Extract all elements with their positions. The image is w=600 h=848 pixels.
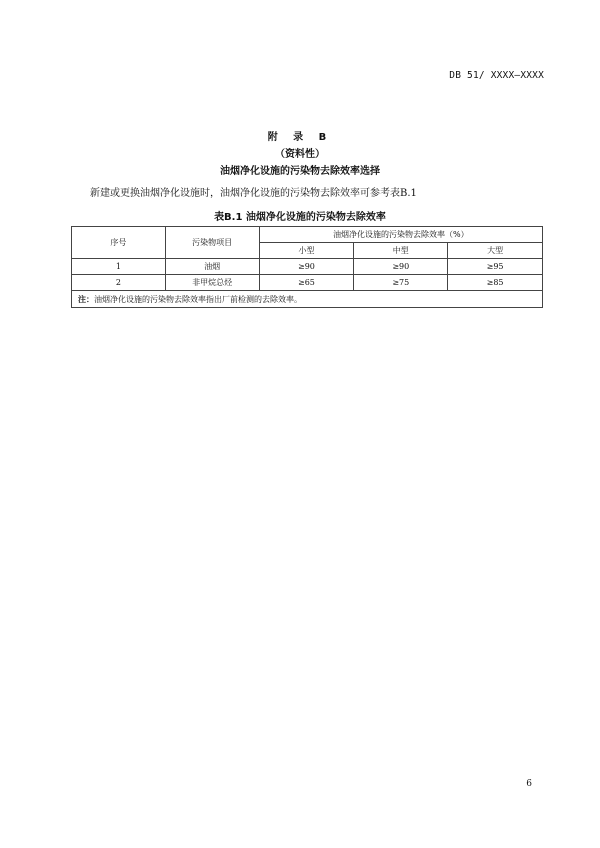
table-note [72,291,543,308]
header-small: 小型 [259,243,354,259]
appendix-heading: 油烟净化设施的污染物去除效率选择 [220,166,380,177]
intro-paragraph: 新建或更换油烟净化设施时，油烟净化设施的污染物去除效率可参考表B.1 [90,188,417,199]
table-caption: 表B.1 油烟净化设施的污染物去除效率 [214,212,386,223]
page-number: 6 [526,779,532,789]
cell-large: ≥95 [448,259,543,275]
note-text: 油烟净化设施的污染物去除效率指出厂前检测的去除效率。 [94,294,302,304]
header-large: 大型 [448,243,543,259]
table-header-row [72,227,543,243]
header-item: 污染物项目 [165,227,259,259]
cell-item: 非甲烷总烃 [165,275,259,291]
cell-seq: 2 [72,275,166,291]
efficiency-table [71,226,543,308]
header-efficiency-group: 油烟净化设施的污染物去除效率（%） [259,227,542,243]
cell-large: ≥85 [448,275,543,291]
table-note-row [72,291,543,308]
note-label: 注： [78,294,94,304]
cell-small: ≥65 [259,275,354,291]
cell-item: 油烟 [165,259,259,275]
table-row [72,259,543,275]
appendix-title: 附 录 B [267,132,333,143]
header-medium: 中型 [354,243,448,259]
cell-seq: 1 [72,259,166,275]
cell-small: ≥90 [259,259,354,275]
appendix-type: （资料性） [275,149,325,160]
header-seq: 序号 [72,227,166,259]
cell-medium: ≥90 [354,259,448,275]
cell-medium: ≥75 [354,275,448,291]
table-row [72,275,543,291]
document-code: DB 51/ XXXX—XXXX [449,70,544,81]
